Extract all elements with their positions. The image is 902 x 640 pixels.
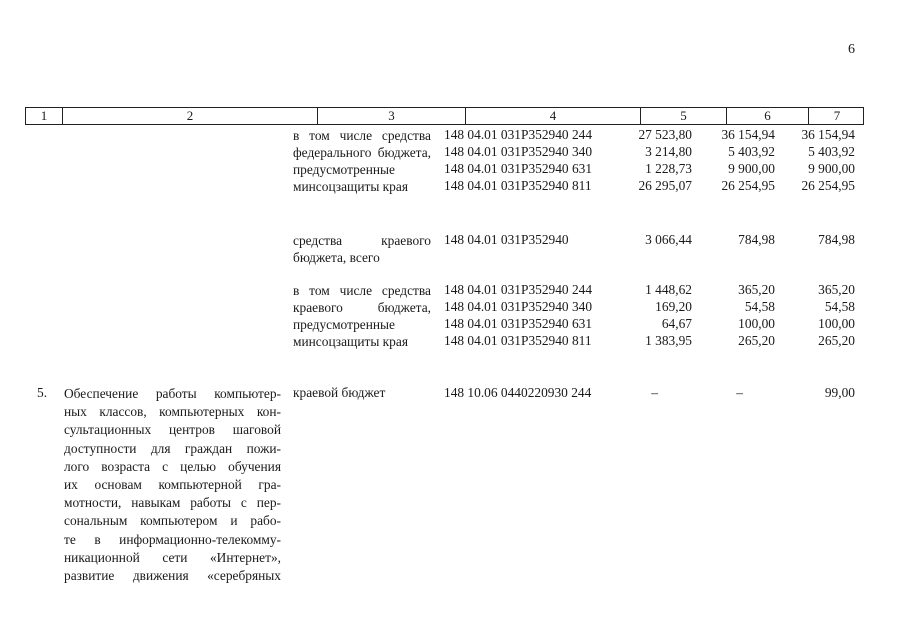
table-row-col6: 365,20 [738, 282, 775, 297]
header-col-4: 4 [465, 108, 640, 124]
table-row-col5: 3 214,80 [645, 144, 692, 159]
federal-budget-description: в том числе средства федерального бюджета, предусмотренные минсоцзащиты края [293, 128, 431, 194]
header-col-2: 2 [62, 108, 317, 124]
header-col-1: 1 [40, 108, 48, 123]
item-description [64, 385, 281, 585]
table-row-col7: 100,00 [818, 316, 855, 331]
table-row-col6: 265,20 [738, 333, 775, 348]
item-description-line: сультационных центров шаговой [64, 422, 281, 438]
page-number: 6 [848, 42, 855, 57]
item-description-line: развитие движения «серебряных [64, 568, 281, 584]
table-row-col6: 784,98 [738, 232, 775, 247]
header-col-7: 7 [808, 108, 865, 124]
regional-budget-total-description: средства краевого бюджета, всего [293, 233, 431, 265]
table-row-col6: 5 403,92 [728, 144, 775, 159]
table-row-code: 148 04.01 031P352940 [444, 232, 569, 247]
item-funding-source: краевой бюджет [293, 385, 386, 400]
table-row-code: 148 04.01 031P352940 340 [444, 144, 593, 159]
item-description-line: сональным компьютером и рабо- [64, 513, 281, 529]
table-row-col5: 169,20 [655, 299, 692, 314]
header-col-5: 5 [640, 108, 726, 124]
item-description-line: никационной сети «Интернет», [64, 549, 281, 565]
table-row-code: 148 04.01 031P352940 631 [444, 316, 593, 331]
table-row-col5: 3 066,44 [645, 232, 692, 247]
table-row-col7: 99,00 [824, 385, 855, 400]
table-row-col5: 1 448,62 [645, 282, 692, 297]
table-row-code: 148 04.01 031P352940 811 [444, 178, 592, 193]
table-row-col7: 784,98 [818, 232, 855, 247]
table-row-code: 148 04.01 031P352940 244 [444, 282, 593, 297]
table-row-col5: 27 523,80 [638, 127, 692, 142]
table-row-col5: – [651, 385, 658, 400]
table-row-col7: 36 154,94 [801, 127, 855, 142]
regional-budget-description: в том числе средства краевого бюджета, предусмотренные минсоцзащиты края [293, 283, 431, 349]
table-row-code: 148 04.01 031P352940 340 [444, 299, 593, 314]
item-description-line: лого возраста с целью обучения [64, 458, 281, 474]
table-row-col6: 26 254,95 [721, 178, 775, 193]
table-row-col7: 5 403,92 [808, 144, 855, 159]
table-row-code: 148 04.01 031P352940 631 [444, 161, 593, 176]
table-row-code: 148 04.01 031P352940 244 [444, 127, 593, 142]
item-description-line: мотности, навыкам работы с пер- [64, 495, 281, 511]
table-row-code: 148 10.06 0440220930 244 [444, 385, 592, 400]
item-description-line: ных классов, компьютерных кон- [64, 404, 281, 420]
table-row-col5: 26 295,07 [638, 178, 692, 193]
item-description-line: Обеспечение работы компьютер- [64, 386, 281, 401]
item-description-line: доступности для граждан пожи- [64, 440, 281, 456]
table-row-col6: 54,58 [744, 299, 775, 314]
table-header-row [25, 107, 864, 125]
header-col-6: 6 [726, 108, 808, 124]
table-row-col5: 1 383,95 [645, 333, 692, 348]
table-row-col7: 9 900,00 [808, 161, 855, 176]
table-row-col6: 9 900,00 [728, 161, 775, 176]
item-description-line: те в информационно-телекомму- [64, 531, 281, 547]
table-row-col7: 265,20 [818, 333, 855, 348]
table-row-col6: 100,00 [738, 316, 775, 331]
table-row-col6: 36 154,94 [721, 127, 775, 142]
table-row-col6: – [736, 385, 743, 400]
header-col-3: 3 [317, 108, 465, 124]
table-row-col5: 64,67 [661, 316, 692, 331]
table-row-col7: 26 254,95 [801, 178, 855, 193]
table-row-col7: 54,58 [824, 299, 855, 314]
table-row-col7: 365,20 [818, 282, 855, 297]
table-row-code: 148 04.01 031P352940 811 [444, 333, 592, 348]
table-row-col5: 1 228,73 [645, 161, 692, 176]
item-description-line: их основам компьютерной гра- [64, 477, 281, 493]
item-number: 5. [37, 385, 48, 400]
